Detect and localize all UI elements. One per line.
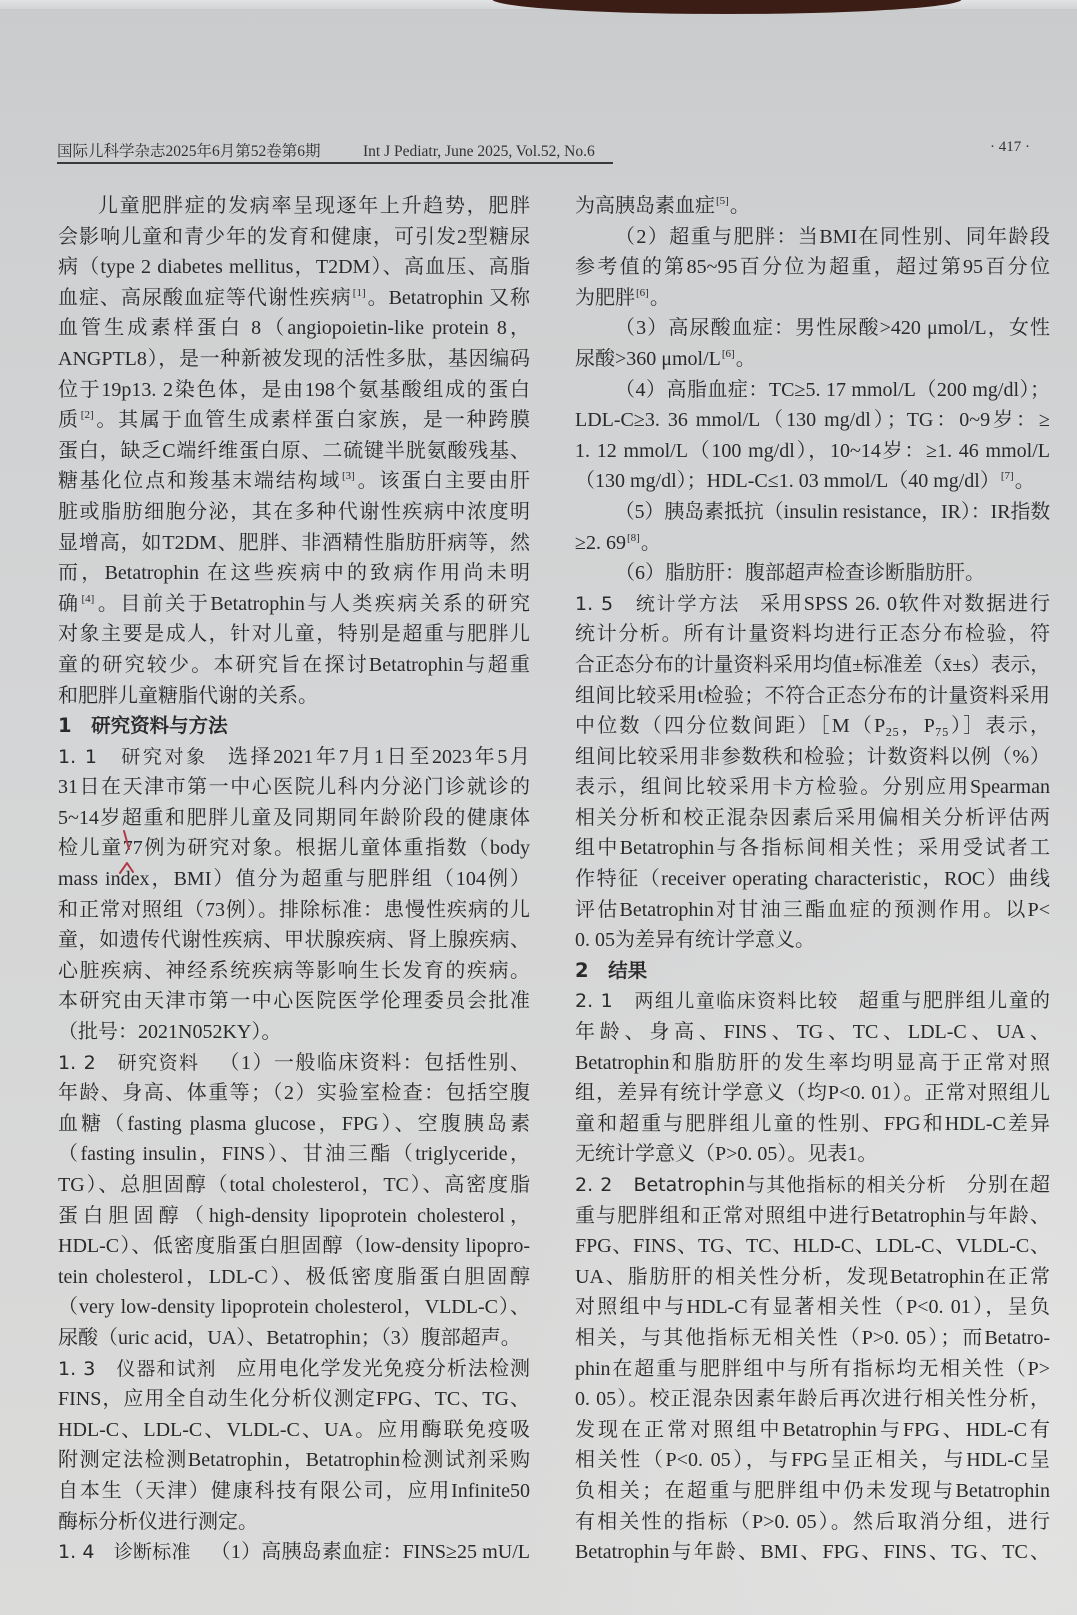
right-column <box>575 191 1050 1568</box>
body-text-line: 无统计学意义（P>0. 05）。见表1。 <box>575 1143 878 1166</box>
body-text-line: HDL-C、LDL-C、VLDL-C、UA。应用酶联免疫吸 <box>58 1418 530 1441</box>
body-text-line: （2）超重与肥胖：当BMI在同性别、同年龄段 <box>615 225 1050 248</box>
body-text-line: （very low-density lipoprotein cholesterol，VLDL-C）、 <box>58 1296 530 1319</box>
body-text-line <box>575 466 1050 497</box>
body-text-line: 相关性（P<0. 05），与FPG呈正相关，与HDL-C呈 <box>575 1449 1050 1472</box>
body-text-line: 0. 05）。校正混杂因素年龄后再次进行相关性分析， <box>575 1388 1050 1411</box>
body-text-line: 相关，与其他指标无相关性（P>0. 05）；而Betatro- <box>575 1326 1050 1349</box>
line-text: 。 <box>735 347 756 370</box>
line-text: 尿酸>360 μmol/L <box>575 347 721 370</box>
body-text-line: （5）胰岛素抵抗（insulin resistance，IR）：IR指数 <box>614 500 1051 523</box>
citation-ref: [5] <box>716 195 729 207</box>
line-text: 为肥胖 <box>575 286 635 309</box>
body-text-line: 评估Betatrophin对甘油三酯血症的预测作用。以P< <box>575 898 1050 921</box>
body-text-line: 显增高，如T2DM、肥胖、非酒精性脂肪肝病等，然 <box>58 531 530 554</box>
body-text-line: 和正常对照组（73例）。排除标准：患慢性疾病的儿 <box>58 898 530 921</box>
line-text: 为高胰岛素血症 <box>575 195 715 217</box>
subsection-heading: 2. 2 Betatrophin与其他指标的相关分析 <box>575 1174 947 1196</box>
body-text-line <box>58 1537 530 1568</box>
citation-ref: [7] <box>1000 470 1014 483</box>
body-text-line: 31日在天津市第一中心医院儿科内分泌门诊就诊的 <box>58 776 530 799</box>
body-text-line: 重与肥胖组和正常对照组中进行Betatrophin与年龄、 <box>575 1204 1050 1227</box>
body-text-line <box>58 1354 530 1385</box>
left-column <box>58 191 530 1568</box>
line-text: 糖基化位点和羧基末端结构域 <box>58 470 342 493</box>
citation-ref: [6] <box>721 347 735 360</box>
line-text: 应用电化学发光免疫分析法检测 <box>236 1357 531 1380</box>
body-text-line: 附测定法检测Betatrophin，Betatrophin检测试剂采购 <box>58 1449 530 1472</box>
line-text: 。目前关于Betatrophin与人类疾病关系的研究 <box>95 592 530 615</box>
citation-ref: [1] <box>352 286 366 299</box>
body-text-line: HDL-C）、低密度脂蛋白胆固醇（low-density lipopro- <box>58 1235 530 1258</box>
body-text-line: 中位数（四分位数间距）［M（P₂₅，P₇₅）］表示， <box>575 715 1050 738</box>
line-text: （130 mg/dl）；HDL-C≤1. 03 mmol/L（40 mg/dl） <box>575 470 1000 493</box>
journal-header-en: Int J Pediatr, June 2025, Vol.52, No.6 <box>363 143 595 160</box>
body-text-line <box>58 466 530 497</box>
body-text-line: 1. 12 mmol/L（100 mg/dl），10~14岁：≥1. 46 mmol/L <box>575 439 1050 462</box>
body-text-line <box>575 528 1050 559</box>
body-text-line <box>575 283 1050 314</box>
body-text-line: Betatrophin和脂肪肝的发生率均明显高于正常对照 <box>575 1051 1050 1074</box>
line-text: ≥2. 69 <box>575 531 626 554</box>
body-text-line: 表示，组间比较采用卡方检验。分别应用Spearman <box>575 776 1050 799</box>
body-text-line: FINS，应用全自动生化分析仪测定FPG、TC、TG、 <box>58 1388 530 1411</box>
body-text-line: 对照组中与HDL-C有显著相关性（P<0. 01），呈负 <box>575 1296 1050 1319</box>
citation-ref: [2] <box>80 409 94 422</box>
line-text: 质 <box>58 409 80 432</box>
line-text: 采用SPSS 26. 0软件对数据进行 <box>760 592 1050 615</box>
body-text-line: 血管生成素样蛋白 8（angiopoietin-like protein 8， <box>58 317 530 340</box>
body-text-line: tein cholesterol，LDL-C）、极低密度脂蛋白胆固醇 <box>58 1265 530 1288</box>
page-number: · 417 · <box>990 139 1030 155</box>
line-text: 。Betatrophin 又称 <box>366 286 530 309</box>
body-text-line: （3）高尿酸血症：男性尿酸>420 μmol/L，女性 <box>615 317 1050 340</box>
body-text-line: 发现在正常对照组中Betatrophin与FPG、HDL-C有 <box>575 1418 1050 1441</box>
body-text-line <box>58 742 530 773</box>
body-text-line: 组，差异有统计学意义（均P<0. 01）。正常对照组儿 <box>575 1082 1050 1105</box>
body-text-line: 0. 05为差异有统计学意义。 <box>575 929 815 952</box>
body-text-line: 统计分析。所有计量资料均进行正态分布检验，符 <box>575 623 1050 646</box>
body-text-line <box>575 191 1050 222</box>
body-text-line: phin在超重与肥胖组中与所有指标均无相关性（P> <box>575 1357 1050 1380</box>
subsection-heading: 1. 2 研究资料 <box>58 1051 200 1074</box>
citation-ref: [4] <box>81 592 95 605</box>
body-text-line: 自本生（天津）健康科技有限公司，应用Infinite50 <box>58 1479 530 1502</box>
body-text-line: Betatrophin与年龄、BMI、FPG、FINS、TG、TC、 <box>575 1541 1050 1564</box>
line-text: 。 <box>649 286 670 309</box>
line-text: 血症、高尿酸血症等代谢性疾病 <box>58 286 352 309</box>
body-text-line: 童的研究较少。本研究旨在探讨Betatrophin与超重 <box>58 653 530 676</box>
body-text-line: mass index，BMI）值分为超重与肥胖组（104例） <box>58 868 530 891</box>
body-text-line: 检儿童77例为研究对象。根据儿童体重指数（body <box>58 837 530 860</box>
body-text-line: 尿酸（uric acid，UA）、Betatrophin；（3）腹部超声。 <box>58 1326 521 1349</box>
body-text-line: TG）、总胆固醇（total cholesterol，TC）、高密度脂 <box>58 1174 530 1196</box>
body-text-line: 本研究由天津市第一中心医院医学伦理委员会批准 <box>58 990 530 1013</box>
subsection-heading: 2. 1 两组儿童临床资料比较 <box>575 990 839 1013</box>
body-text-line: 参考值的第85~95百分位为超重，超过第95百分位 <box>575 256 1050 279</box>
line-text: 。其属于血管生成素样蛋白家族，是一种跨膜 <box>94 409 531 432</box>
line-text: 超重与肥胖组儿童的 <box>858 990 1050 1013</box>
body-text-line: （批号：2021N052KY）。 <box>58 1021 282 1044</box>
line-text: 分别在超 <box>966 1174 1051 1196</box>
line-text: 确 <box>58 592 81 615</box>
body-text-line: 蛋白胆固醇（high-density lipoprotein cholesterol， <box>58 1204 530 1227</box>
citation-ref: [8] <box>626 531 640 544</box>
header-rule <box>57 162 613 164</box>
line-text: （1）一般临床资料：包括性别、 <box>219 1051 531 1074</box>
body-text-line <box>575 344 1050 375</box>
body-text-line: 负相关；在超重与肥胖组中仍未发现与Betatrophin <box>575 1479 1050 1502</box>
body-text-line: 年龄、身高、体重等；（2）实验室检查：包括空腹 <box>58 1082 530 1105</box>
line-text: 。 <box>729 195 750 217</box>
body-text-line: 5~14岁超重和肥胖儿童及同期同年龄阶段的健康体 <box>58 806 530 829</box>
body-text-line: 蛋白，缺乏C端纤维蛋白原、二硫键半胱氨酸残基、 <box>58 439 530 462</box>
section-heading: 1 研究资料与方法 <box>58 714 228 738</box>
line-text: （1）高胰岛素血症：FINS≥25 mU/L <box>210 1541 530 1564</box>
body-text-line: 组中Betatrophin与各指标间相关性；采用受试者工 <box>575 837 1050 860</box>
body-text-line: FPG、FINS、TG、TC、HLD-C、LDL-C、VLDL-C、 <box>575 1235 1050 1258</box>
body-text-line: 位于19p13. 2染色体，是由198个氨基酸组成的蛋白 <box>58 378 530 401</box>
body-text-line: LDL-C≥3. 36 mmol/L（130 mg/dl）；TG：0~9岁：≥ <box>575 409 1050 432</box>
body-text-line: （6）脂肪肝：腹部超声检查诊断脂肪肝。 <box>615 562 985 585</box>
line-text: 。 <box>640 531 661 554</box>
body-text-line: 童，如遗传代谢性疾病、甲状腺疾病、肾上腺疾病、 <box>58 929 530 952</box>
body-text-line: 组间比较采用非参数秩和检验；计数资料以例（%） <box>575 745 1050 768</box>
line-text: 。该蛋白主要由肝 <box>355 470 531 493</box>
body-text-line: 脏或脂肪细胞分泌，其在多种代谢性疾病中浓度明 <box>58 500 530 523</box>
subsection-heading: 1. 5 统计学方法 <box>575 592 741 615</box>
background-object <box>492 0 962 14</box>
body-text-line <box>58 589 530 620</box>
citation-ref: [3] <box>342 470 355 483</box>
citation-ref: [6] <box>636 286 649 299</box>
body-text-line: 儿童肥胖症的发病率呈现逐年上升趋势，肥胖 <box>98 195 530 217</box>
subsection-heading: 1. 4 诊断标准 <box>58 1541 191 1564</box>
body-text-line: 年龄、身高、FINS、TG、TC、LDL-C、UA、 <box>575 1021 1050 1044</box>
body-text-line: 会影响儿童和青少年的发育和健康，可引发2型糖尿 <box>58 225 530 248</box>
body-text-line: 病（type 2 diabetes mellitus，T2DM）、高血压、高脂 <box>58 256 530 279</box>
body-text-line: 有相关性的指标（P>0. 05）。然后取消分组，进行 <box>575 1510 1050 1533</box>
line-text: 。 <box>1014 470 1035 493</box>
body-text-line: 对象主要是成人，针对儿童，特别是超重与肥胖儿 <box>58 623 530 646</box>
body-text-line <box>575 1170 1050 1201</box>
subsection-heading: 1. 1 研究对象 <box>58 745 208 768</box>
subsection-heading: 1. 3 仪器和试剂 <box>58 1357 217 1380</box>
body-text-line <box>58 283 530 314</box>
journal-header-cn: 国际儿科学杂志2025年6月第52卷第6期 <box>57 143 321 160</box>
body-text-line: （fasting insulin，FINS）、甘油三酯（triglyceride， <box>58 1143 530 1166</box>
body-text-line: 而，Betatrophin 在这些疾病中的致病作用尚未明 <box>58 562 530 585</box>
body-text-line: 心脏疾病、神经系统疾病等影响生长发育的疾病。 <box>58 959 530 982</box>
body-text-line <box>575 986 1050 1017</box>
body-text-line: 和肥胖儿童糖脂代谢的关系。 <box>58 684 318 707</box>
body-text-line: 作特征（receiver operating characteristic，ROC）曲线 <box>575 868 1050 891</box>
section-heading: 2 结果 <box>575 958 648 982</box>
body-text-line: 合正态分布的计量资料采用均值±标准差（x̄±s）表示， <box>575 653 1050 676</box>
body-text-line: 血糖（fasting plasma glucose，FPG）、空腹胰岛素 <box>58 1112 530 1135</box>
body-text-line: UA、脂肪肝的相关性分析，发现Betatrophin在正常 <box>575 1265 1050 1288</box>
body-text-line <box>575 589 1050 620</box>
line-text: 选择2021年7月1日至2023年5月 <box>227 745 530 768</box>
body-text-line <box>58 405 530 436</box>
body-text-line: 酶标分析仪进行测定。 <box>58 1510 258 1533</box>
body-text-line: 相关分析和校正混杂因素后采用偏相关分析评估两 <box>575 806 1050 829</box>
body-text-line: ANGPTL8），是一种新被发现的活性多肽，基因编码 <box>58 347 530 370</box>
body-text-line: 童和超重与肥胖组儿童的性别、FPG和HDL-C差异 <box>575 1112 1050 1135</box>
body-text-line <box>58 1048 530 1079</box>
body-text-line: 组间比较采用t检验；不符合正态分布的计量资料采用 <box>575 684 1050 707</box>
body-text-line: （4）高脂血症：TC≥5. 17 mmol/L（200 mg/dl）； <box>615 378 1050 401</box>
